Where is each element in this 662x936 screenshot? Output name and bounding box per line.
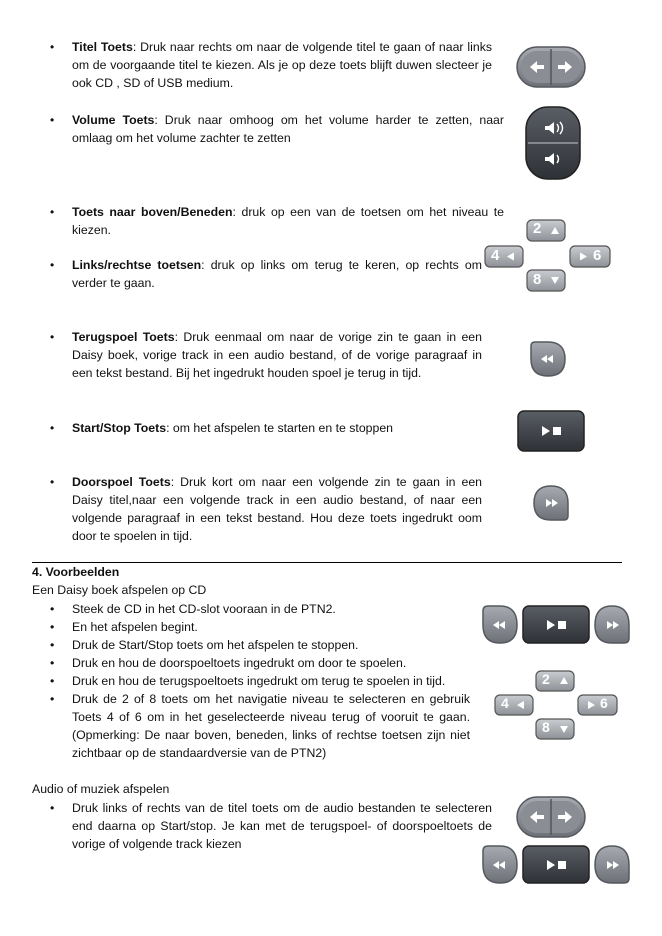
item-titel: Titel Toets: Druk naar rechts om naar de volgende titel te gaan of naar links om de voorgaande titel te kiezen. Als je op deze toets blijft duwen slecteer je ook CD , SD of USB medium. [72, 40, 492, 90]
key-2-label: 2 [542, 671, 550, 687]
list-item: • Druk en hou de terugspoeltoets ingedrukt om terug te spoelen in tijd. [50, 674, 446, 688]
list-item: • Steek de CD in het CD-slot vooraan in de PTN2. [50, 602, 336, 616]
subheading-audio: Audio of muziek afspelen [32, 782, 170, 796]
bullet: • [50, 330, 55, 344]
item-startstop: Start/Stop Toets: om het afspelen te starten en te stoppen [72, 421, 394, 435]
steps-audio-list [50, 799, 492, 853]
list-item: • Druk links of rechts van de titel toets om de audio bestanden te selecteren end daarna op Start/stop. Je kan met de terugspoel- of doorspoeltoets de vorige of volgende track kiezen [50, 801, 492, 851]
bullet: • [50, 205, 55, 219]
key-2-label: 2 [533, 220, 542, 237]
bullet: • [50, 475, 55, 489]
key-4-label: 4 [501, 695, 509, 711]
list-item: • Druk en hou de doorspoeltoets ingedrukt om door te spoelen. [50, 656, 407, 670]
key-4-label: 4 [491, 247, 500, 264]
bullet: • [50, 40, 55, 54]
key-8-label: 8 [542, 719, 550, 735]
navigation-keypad-icon [483, 217, 613, 293]
key-8-label: 8 [533, 271, 542, 288]
rewind-key-icon [529, 340, 567, 378]
section-divider [32, 562, 622, 563]
title-key-icon [516, 795, 586, 839]
item-volume: Volume Toets: Druk naar omhoog om het volume harder te zetten, naar omlaag om het volume zachter te zetten [72, 113, 504, 145]
transport-keys-icon [481, 845, 631, 885]
forward-key-icon [532, 484, 570, 522]
steps-cd-list [50, 600, 470, 762]
list-item: • Druk de Start/Stop toets om het afspelen te stoppen. [50, 638, 359, 652]
bullet: • [50, 258, 55, 272]
item-doorspoel: Doorspoel Toets: Druk kort om naar een volgende zin te gaan in een Daisy titel,naar een volgende track in een audio bestand, of naar een volgende paragraaf in een tekst bestand. Hou deze toets ingedrukt oom door te spoelen in tijd. [72, 475, 482, 543]
list-item: • En het afspelen begint. [50, 620, 198, 634]
item-boven-beneden: Toets naar boven/Beneden: druk op een van de toetsen om het niveau te kiezen. [72, 205, 504, 237]
bullet: • [50, 113, 55, 127]
item-terugspoel: Terugspoel Toets: Druk eenmaal om naar de vorige zin te gaan in een Daisy boek, vorige track in een audio bestand, of de vorige paragraaf in een tekst bestand. Bij het ingedrukt houden spoel je terug in tijd. [72, 330, 482, 380]
subheading-cd: Een Daisy boek afspelen op CD [32, 583, 207, 597]
key-6-label: 6 [600, 695, 608, 711]
transport-keys-icon [481, 605, 631, 645]
item-links-rechts: Links/rechtse toetsen: druk op links om terug te keren, op rechts om verder te gaan. [72, 258, 482, 290]
volume-key-icon [525, 106, 581, 180]
play-stop-key-icon [517, 410, 585, 452]
title-key-icon [516, 45, 586, 89]
bullet: • [50, 421, 55, 435]
navigation-keypad-icon [493, 669, 619, 741]
key-6-label: 6 [593, 247, 602, 264]
list-item: • Druk de 2 of 8 toets om het navigatie niveau te selecteren en gebruik Toets 4 of 6 om in het geselecteerde niveau terug of vooruit te gaan. (Opmerking: De naar boven, beneden, links of rechtse toetsen zijn niet zichtbaar op de standaardversie van de PTN2) [50, 692, 470, 760]
section-heading: 4. Voorbeelden [32, 565, 120, 579]
